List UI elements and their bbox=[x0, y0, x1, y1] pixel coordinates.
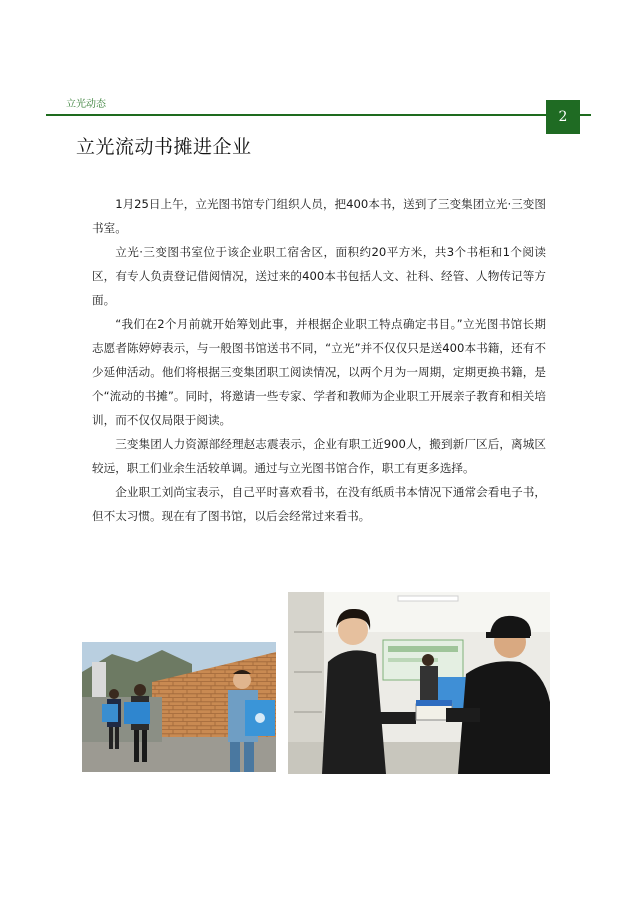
paragraph: 三变集团人力资源部经理赵志震表示，企业有职工近900人，搬到新厂区后，离城区较远，职工们业余生活较单调。通过与立光图书馆合作，职工有更多选择。 bbox=[92, 437, 546, 475]
page-number-badge: 2 bbox=[546, 100, 580, 134]
photo-workers-carrying-books bbox=[82, 642, 276, 772]
paragraph: 1月25日上午，立光图书馆专门组织人员，把400本书，送到了三变集团立光·三变图书室。 bbox=[92, 197, 546, 235]
paragraph: “我们在2个月前就开始筹划此事，并根据企业职工特点确定书目。”立光图书馆长期志愿者陈婷婷表示，与一般图书馆送书不同，“立光”并不仅仅只是送400本书籍，还有不少延伸活动。他们将根据三变集团职工阅读情况，以两个月为一周期，定期更换书籍，是个“流动的书摊”。同时，将邀请一些专家、学者和教师为企业职工开展亲子教育和相关培训，而不仅仅局限于阅读。 bbox=[92, 317, 546, 427]
article-body bbox=[92, 192, 546, 528]
article-title: 立光流动书摊进企业 bbox=[76, 136, 252, 158]
paragraph: 企业职工刘尚宝表示，自己平时喜欢看书，在没有纸质书本情况下通常会看电子书，但不太习惯。现在有了图书馆，以后会经常过来看书。 bbox=[92, 485, 546, 523]
paragraph: 立光·三变图书室位于该企业职工宿舍区，面积约20平方米，共3个书柜和1个阅读区，有专人负责登记借阅情况，送过来的400本书包括人文、社科、经管、人物传记等方面。 bbox=[92, 245, 546, 307]
section-label: 立光动态 bbox=[66, 99, 106, 110]
photo-book-handover bbox=[288, 592, 550, 774]
header-divider bbox=[46, 114, 591, 116]
